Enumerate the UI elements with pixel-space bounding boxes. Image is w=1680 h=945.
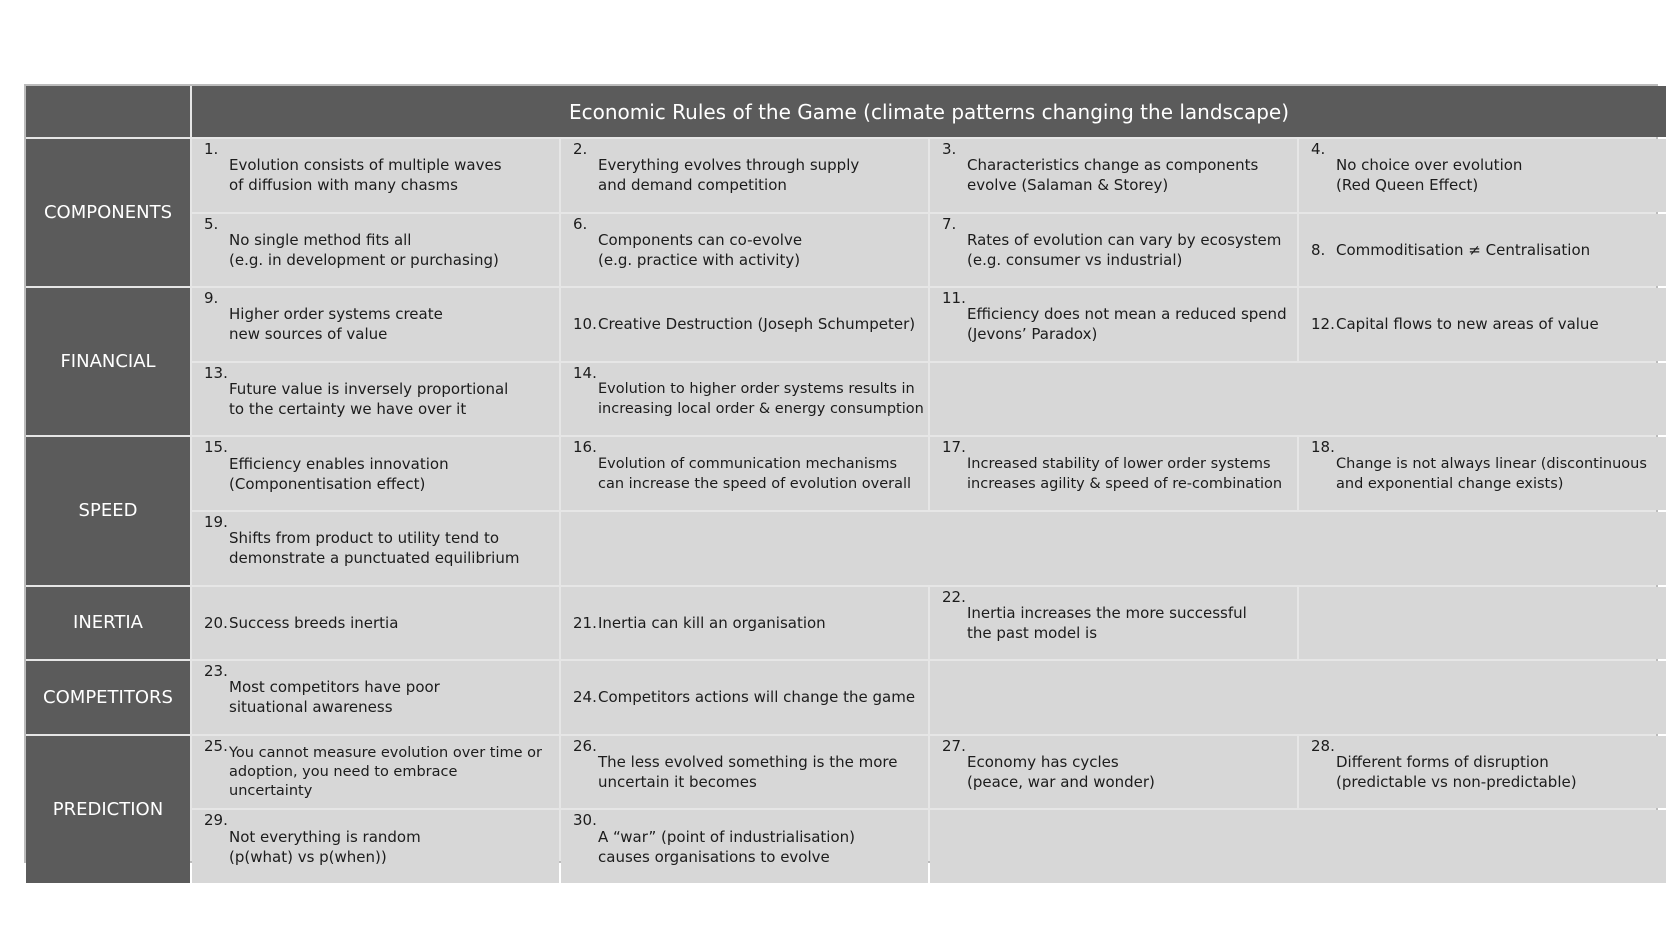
rule-text: Economy has cycles (peace, war and wonder) <box>967 753 1155 792</box>
rule-number: 6. <box>573 214 588 233</box>
rule-cell <box>561 288 928 361</box>
rule-text: Competitors actions will change the game <box>598 688 916 707</box>
rule-cell <box>1299 139 1666 212</box>
rule-number: 8. <box>1311 240 1326 259</box>
corner-cell <box>26 86 190 137</box>
rule-cell <box>192 736 559 809</box>
empty-cell <box>930 810 1666 883</box>
rule-text: Inertia can kill an organisation <box>598 613 826 632</box>
rule-cell <box>561 139 928 212</box>
rule-text: Future value is inversely proportional to the certainty we have over it <box>229 380 509 419</box>
rule-number: 5. <box>204 214 219 233</box>
rule-number: 28. <box>1311 736 1335 755</box>
rule-text: Inertia increases the more successful the past model is <box>967 603 1247 642</box>
rule-text: Efficiency enables innovation (Componentisation effect) <box>229 454 449 493</box>
rule-text: Efficiency does not mean a reduced spend (Jevons’ Paradox) <box>967 305 1287 344</box>
rule-cell <box>930 139 1297 212</box>
rule-text: Most competitors have poor situational awareness <box>229 678 440 717</box>
rule-cell <box>561 214 928 287</box>
rule-text: Capital flows to new areas of value <box>1336 315 1599 334</box>
rule-number: 20. <box>204 613 228 632</box>
rule-cell <box>930 214 1297 287</box>
rule-cell <box>1299 288 1666 361</box>
rule-number: 2. <box>573 140 588 158</box>
rule-number: 22. <box>942 587 966 606</box>
rule-text: Commoditisation ≠ Centralisation <box>1336 240 1591 259</box>
rule-cell <box>561 437 928 510</box>
rule-number: 21. <box>573 613 597 632</box>
rule-number: 29. <box>204 811 228 830</box>
rule-cell <box>192 437 559 510</box>
rule-number: 13. <box>204 363 228 382</box>
rule-cell <box>930 736 1297 809</box>
rule-number: 24. <box>573 688 597 707</box>
rule-number: 11. <box>942 289 966 308</box>
rule-text: Evolution consists of multiple waves of diffusion with many chasms <box>229 156 502 195</box>
rule-text: No choice over evolution (Red Queen Effect) <box>1336 156 1523 195</box>
rule-number: 17. <box>942 438 966 457</box>
rule-text: Shifts from product to utility tend to demonstrate a punctuated equilibrium <box>229 529 520 568</box>
rule-cell <box>192 363 559 436</box>
empty-cell <box>930 661 1666 734</box>
rule-number: 30. <box>573 811 597 830</box>
rule-cell <box>930 437 1297 510</box>
rule-number: 1. <box>204 140 219 158</box>
rule-cell <box>192 661 559 734</box>
rules-table <box>24 84 1658 866</box>
rule-text: The less evolved something is the more uncertain it becomes <box>598 753 898 792</box>
category-components: COMPONENTS <box>26 139 190 286</box>
rule-cell <box>930 587 1297 660</box>
rule-number: 25. <box>204 736 228 755</box>
rule-cell <box>192 512 559 585</box>
rule-cell <box>561 810 928 883</box>
empty-cell <box>1299 587 1666 660</box>
rule-cell <box>561 363 928 436</box>
rule-cell <box>192 214 559 287</box>
rule-number: 7. <box>942 214 957 233</box>
category-financial: FINANCIAL <box>26 288 190 435</box>
rule-text: Characteristics change as components evolve (Salaman & Storey) <box>967 156 1259 195</box>
rule-text: Everything evolves through supply and demand competition <box>598 156 860 195</box>
rule-text: No single method fits all (e.g. in development or purchasing) <box>229 230 499 269</box>
rule-text: Evolution of communication mechanisms can increase the speed of evolution overall <box>598 455 912 492</box>
rule-text: A “war” (point of industrialisation) causes organisations to evolve <box>598 827 856 866</box>
rule-text: Not everything is random (p(what) vs p(when)) <box>229 827 421 866</box>
rule-cell <box>561 587 928 660</box>
rule-number: 19. <box>204 512 228 531</box>
empty-cell <box>930 363 1666 436</box>
rule-number: 9. <box>204 289 219 308</box>
rule-text: Change is not always linear (discontinuous and exponential change exists) <box>1336 455 1647 492</box>
rule-number: 3. <box>942 140 957 158</box>
rule-cell <box>1299 437 1666 510</box>
rule-text: Evolution to higher order systems results in increasing local order & energy consumption <box>598 381 924 418</box>
category-speed: SPEED <box>26 437 190 584</box>
rule-cell <box>930 288 1297 361</box>
rule-text: Success breeds inertia <box>229 613 399 632</box>
rule-text: Rates of evolution can vary by ecosystem (e.g. consumer vs industrial) <box>967 230 1282 269</box>
rule-number: 18. <box>1311 438 1335 457</box>
rule-cell <box>192 139 559 212</box>
rule-text: Creative Destruction (Joseph Schumpeter) <box>598 315 916 334</box>
rule-cell <box>1299 214 1666 287</box>
rule-text: Different forms of disruption (predictable vs non-predictable) <box>1336 753 1577 792</box>
rule-cell <box>192 288 559 361</box>
category-inertia: INERTIA <box>26 587 190 660</box>
rule-text: Higher order systems create new sources of value <box>229 305 443 344</box>
rule-cell <box>192 587 559 660</box>
rule-text: You cannot measure evolution over time or adoption, you need to embrace uncertainty <box>229 744 542 799</box>
rule-cell <box>1299 736 1666 809</box>
rule-cell <box>192 810 559 883</box>
rule-number: 26. <box>573 736 597 755</box>
category-prediction: PREDICTION <box>26 736 190 883</box>
category-competitors: COMPETITORS <box>26 661 190 734</box>
rule-number: 23. <box>204 662 228 681</box>
rule-number: 16. <box>573 438 597 457</box>
rule-number: 12. <box>1311 315 1335 334</box>
rule-text: Components can co-evolve (e.g. practice with activity) <box>598 230 803 269</box>
rule-cell <box>561 736 928 809</box>
rule-number: 27. <box>942 736 966 755</box>
rule-number: 15. <box>204 438 228 457</box>
rule-text: Increased stability of lower order systems increases agility & speed of re-combination <box>967 455 1283 492</box>
rule-cell <box>561 661 928 734</box>
rule-number: 10. <box>573 315 597 334</box>
rule-number: 14. <box>573 363 597 382</box>
empty-cell <box>561 512 1666 585</box>
rule-number: 4. <box>1311 140 1326 158</box>
table-title: Economic Rules of the Game (climate patterns changing the landscape) <box>192 86 1666 137</box>
